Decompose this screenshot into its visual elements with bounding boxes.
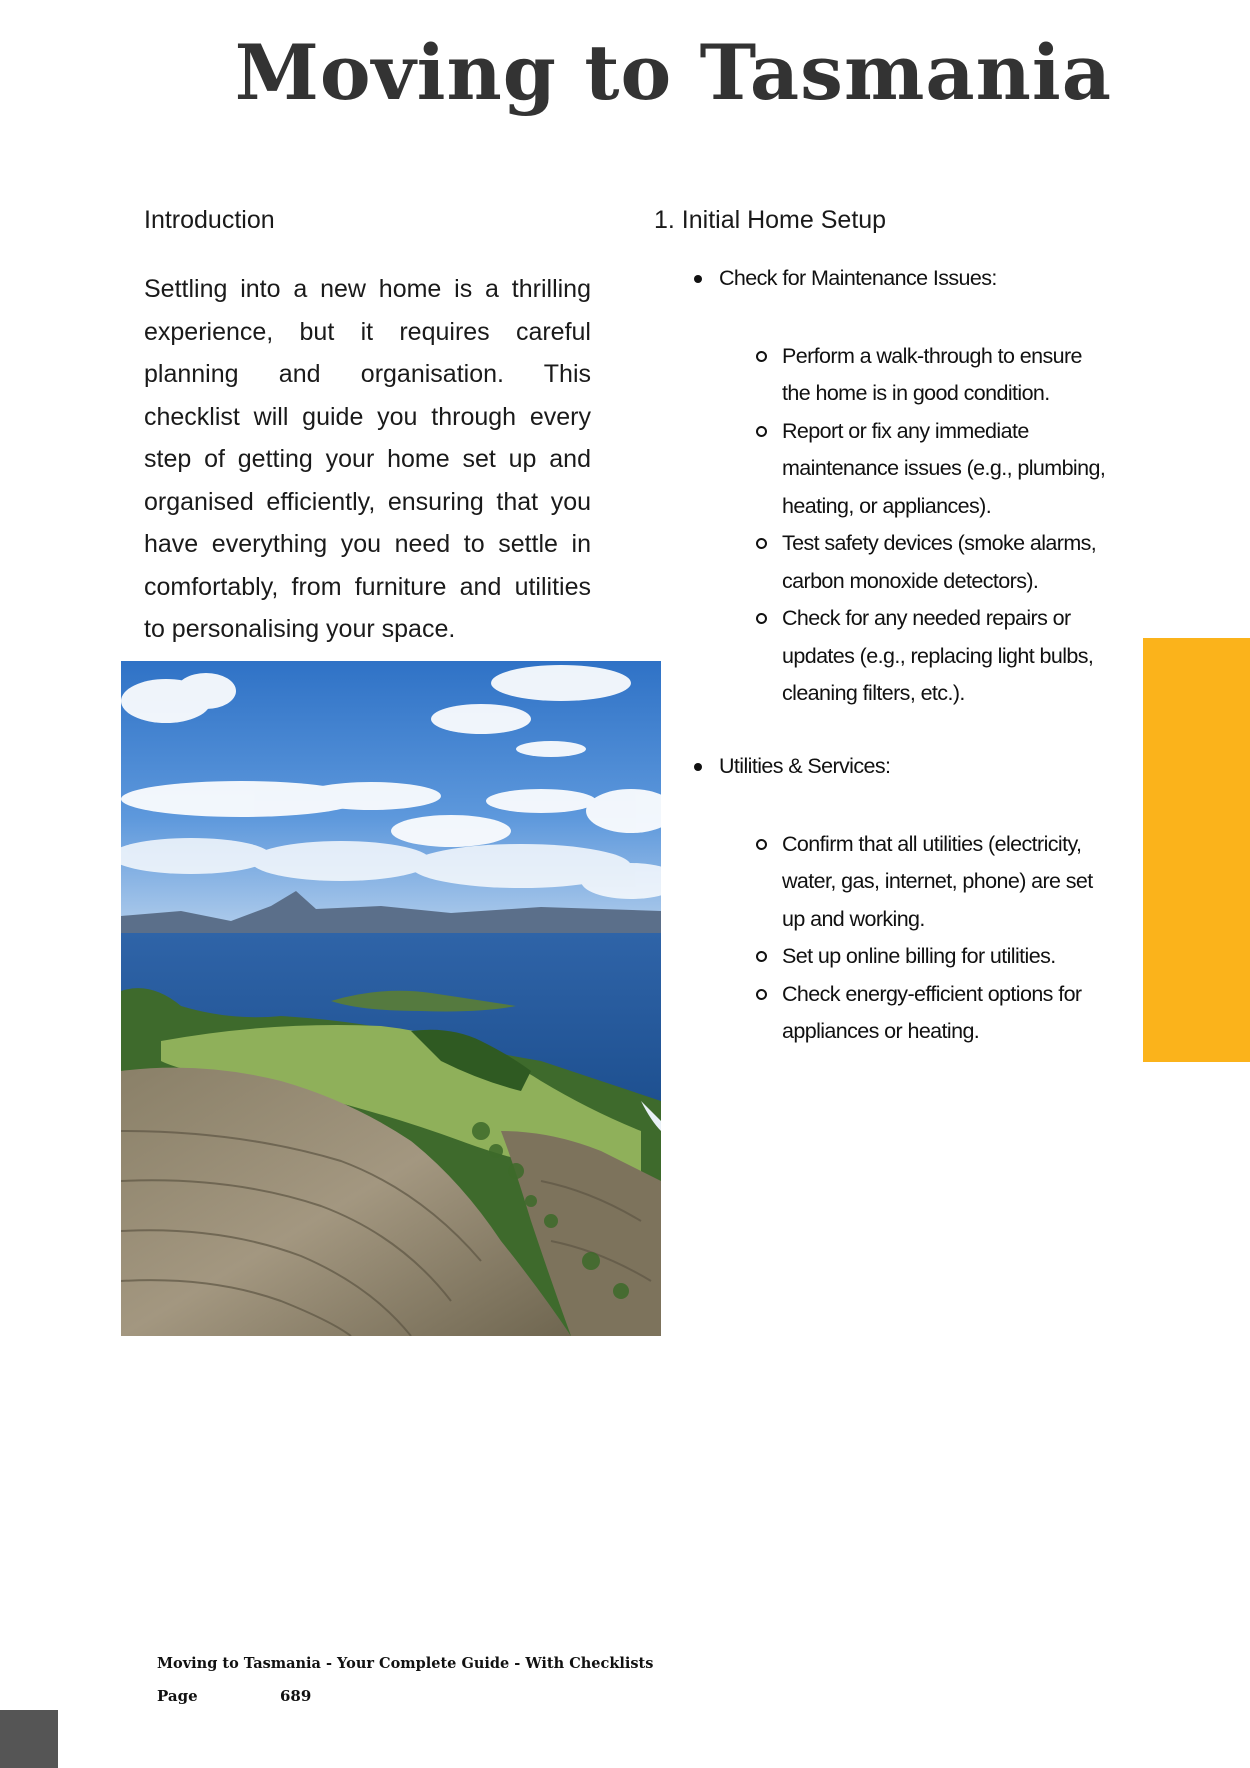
accent-tab: [1143, 638, 1250, 1062]
intro-heading: Introduction: [144, 206, 275, 234]
circle-bullet-icon: [756, 951, 767, 962]
group-label: [654, 260, 1124, 298]
list-item: [654, 938, 1112, 976]
circle-bullet-icon: [756, 989, 767, 1000]
list-item-text: Confirm that all utilities (electricity, water, gas, internet, phone) are set up and working.: [782, 831, 1093, 931]
group-label: [654, 748, 1124, 786]
bullet-icon: [694, 275, 702, 283]
intro-body: Settling into a new home is a thrilling experience, but it requires careful planning and organisation. This checklist will guide you through every step of getting your home set up and organised efficiently, ensuring that you have everything you need to settle in comfortably, from furniture and utilities to personalising your space.: [144, 275, 591, 643]
utilities-items: [654, 826, 1124, 1051]
landscape-photo: [121, 661, 661, 1336]
page-title: Moving to Tasmania: [234, 28, 1112, 117]
list-item: [654, 976, 1112, 1051]
circle-bullet-icon: [756, 351, 767, 362]
list-item: [654, 525, 1112, 600]
circle-bullet-icon: [756, 613, 767, 624]
footer-page-number: 689: [280, 1687, 312, 1705]
list-item: [654, 826, 1112, 939]
list-item-text: Perform a walk-through to ensure the home is in good condition.: [782, 343, 1082, 405]
circle-bullet-icon: [756, 538, 767, 549]
maintenance-group: [654, 260, 1124, 713]
maintenance-items: [654, 338, 1124, 713]
list-item-text: Test safety devices (smoke alarms, carbon monoxide detectors).: [782, 531, 1097, 593]
list-item: [654, 338, 1112, 413]
bullet-icon: [694, 763, 702, 771]
utilities-group: [654, 748, 1124, 1051]
list-item: [654, 600, 1112, 713]
list-item-text: Check energy-efficient options for appliances or heating.: [782, 981, 1082, 1043]
circle-bullet-icon: [756, 426, 767, 437]
list-item: [654, 413, 1112, 526]
group-label-text: Utilities & Services:: [719, 754, 891, 778]
section-heading: 1. Initial Home Setup: [654, 206, 887, 234]
footer-title: Moving to Tasmania - Your Complete Guide - With Checklists: [157, 1655, 654, 1672]
circle-bullet-icon: [756, 839, 767, 850]
list-item-text: Set up online billing for utilities.: [782, 944, 1056, 968]
corner-block: [0, 1710, 58, 1768]
group-label-text: Check for Maintenance Issues:: [719, 266, 997, 290]
list-item-text: Report or fix any immediate maintenance issues (e.g., plumbing, heating, or appliances).: [782, 418, 1106, 518]
list-item-text: Check for any needed repairs or updates (e.g., replacing light bulbs, cleaning filters, etc.).: [782, 606, 1094, 705]
footer-page-label: Page: [157, 1687, 198, 1705]
